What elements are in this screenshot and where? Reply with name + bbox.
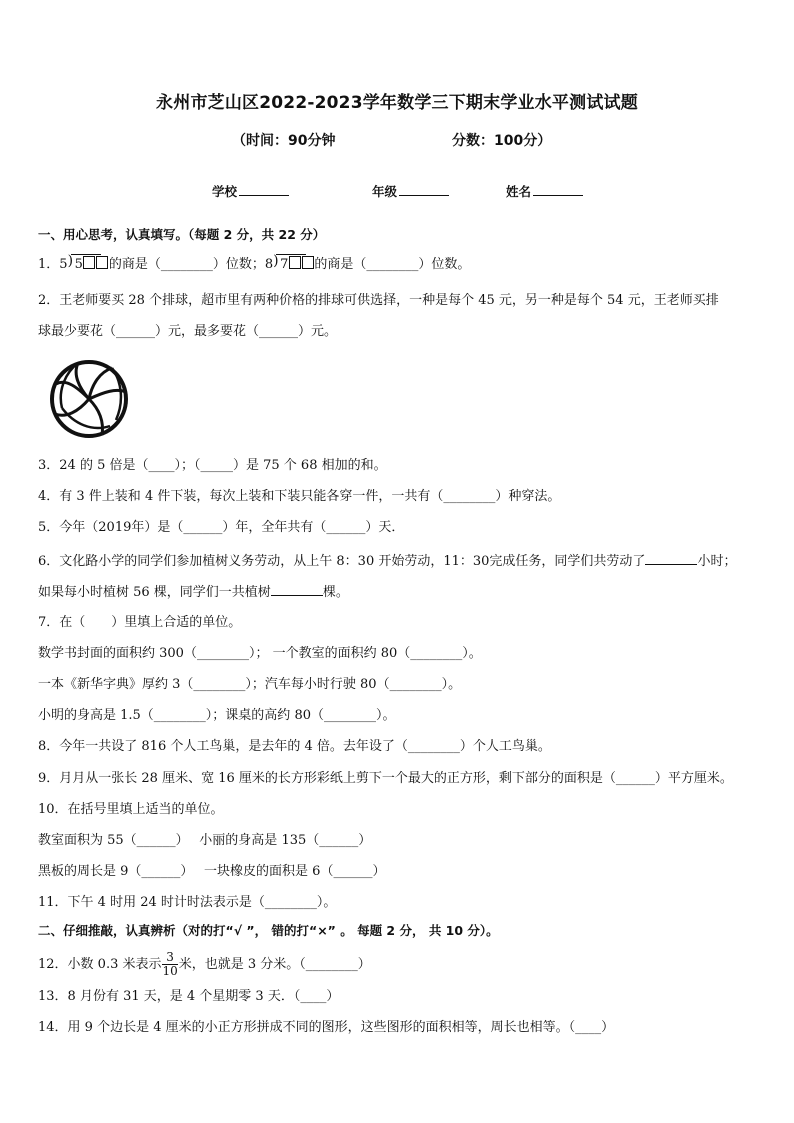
question-10-intro: 10．在括号里填上适当的单位。 xyxy=(38,802,224,817)
q1-divisor-2: 8 xyxy=(264,257,274,272)
fraction-denominator: 10 xyxy=(162,964,178,978)
question-2-line-1: 2．王老师要买 28 个排球，超市里有两种价格的排球可供选择，一种是每个 45 元，另一种是每个 54 元，王老师买排 xyxy=(38,293,719,308)
volleyball-icon xyxy=(48,358,130,440)
school-label: 学校 xyxy=(212,184,238,199)
name-input[interactable] xyxy=(533,183,583,196)
blank-box xyxy=(302,256,314,269)
blank-box xyxy=(83,256,95,269)
question-8: 8．今年一共设了 816 个人工鸟巢，是去年的 4 倍。去年设了（________）个人工鸟巢。 xyxy=(38,739,551,754)
school-input[interactable] xyxy=(239,183,289,196)
blank-box xyxy=(289,256,301,269)
question-11: 11．下午 4 时用 24 时计时法表示是（________）。 xyxy=(38,895,337,910)
q6-blank-1[interactable] xyxy=(645,552,697,565)
question-4: 4．有 3 件上装和 4 件下装，每次上装和下装只能各穿一件，一共有（________）种穿法。 xyxy=(38,489,561,504)
q12-text-2: 米，也就是 3 分米。（________） xyxy=(178,957,371,972)
section-2-heading: 二、仔细推敲，认真辨析（对的打“√ ”， 错的打“×” 。 每题 2 分， 共 10 分）。 xyxy=(38,923,499,938)
question-12 xyxy=(38,951,371,978)
q1-divisor-1: 5 xyxy=(59,257,68,272)
blank-box xyxy=(96,256,108,269)
grade-label: 年级 xyxy=(372,184,398,199)
exam-score: 分数：100分） xyxy=(452,133,552,149)
question-5: 5．今年（2019年）是（______）年，全年共有（______）天． xyxy=(38,520,405,535)
q1-dividend-2: 7 xyxy=(280,257,289,272)
question-13: 13．8 月份有 31 天，是 4 个星期零 3 天．（____） xyxy=(38,989,340,1004)
q12-fraction xyxy=(162,951,177,978)
question-1 xyxy=(38,253,471,273)
question-3: 3．24 的 5 倍是（____）；（_____）是 75 个 68 相加的和。 xyxy=(38,458,387,473)
q12-text-1: 12．小数 0.3 米表示 xyxy=(38,957,162,972)
q1-number: 1． xyxy=(38,257,60,272)
grade-field xyxy=(372,182,449,200)
q1-text-2: 的商是（________）位数。 xyxy=(314,257,471,272)
q6-text-3: 如果每小时植树 56 棵，同学们一共植树 xyxy=(38,585,271,600)
name-field xyxy=(506,182,583,200)
question-2-line-2: 球最少要花（______）元，最多要花（______）元。 xyxy=(38,324,338,339)
question-10-line-1: 教室面积为 55（______） 小丽的身高是 135（______） xyxy=(38,833,372,848)
q6-text-4: 棵。 xyxy=(322,585,349,600)
q6-blank-2[interactable] xyxy=(271,583,323,596)
question-14: 14．用 9 个边长是 4 厘米的小正方形拼成不同的图形，这些图形的面积相等，周长也相等。（____） xyxy=(38,1020,615,1035)
fraction-numerator: 3 xyxy=(162,951,177,965)
name-label: 姓名 xyxy=(506,184,532,199)
page-title: 永州市芝山区2022-2023学年数学三下期末学业水平测试试题 xyxy=(156,93,638,113)
q1-text-1: 的商是（________）位数； xyxy=(108,257,265,272)
question-9: 9．月月从一张长 28 厘米、宽 16 厘米的长方形彩纸上剪下一个最大的正方形，剩下部分的面积是（______）平方厘米。 xyxy=(38,771,733,786)
grade-input[interactable] xyxy=(399,183,449,196)
q6-text-1: 6．文化路小学的同学们参加植树义务劳动，从上午 8：30 开始劳动，11：30完成任务，同学们共劳动了 xyxy=(38,554,646,569)
question-7-line-3: 小明的身高是 1.5（________）；课桌的高约 80（________）。 xyxy=(38,708,396,723)
question-7-line-1: 数学书封面的面积约 300（________）； 一个教室的面积约 80（________）。 xyxy=(38,646,482,661)
q1-division-2: ) 7 xyxy=(273,256,314,273)
question-6-line-1 xyxy=(38,552,736,570)
school-field xyxy=(212,182,289,200)
question-7-line-2: 一本《新华字典》厚约 3（________）；汽车每小时行驶 80（________）。 xyxy=(38,677,462,692)
exam-time: （时间：90分钟 xyxy=(232,133,336,149)
question-10-line-2: 黑板的周长是 9（______） 一块橡皮的面积是 6（______） xyxy=(38,864,386,879)
q6-text-2: 小时； xyxy=(697,554,737,569)
question-7-intro: 7．在（ ）里填上合适的单位。 xyxy=(38,615,242,630)
q1-dividend-1: 5 xyxy=(74,257,83,272)
q1-division-1: ) 5 xyxy=(68,256,109,273)
section-1-heading: 一、用心思考，认真填写。（每题 2 分，共 22 分） xyxy=(38,227,326,242)
question-6-line-2 xyxy=(38,583,349,601)
